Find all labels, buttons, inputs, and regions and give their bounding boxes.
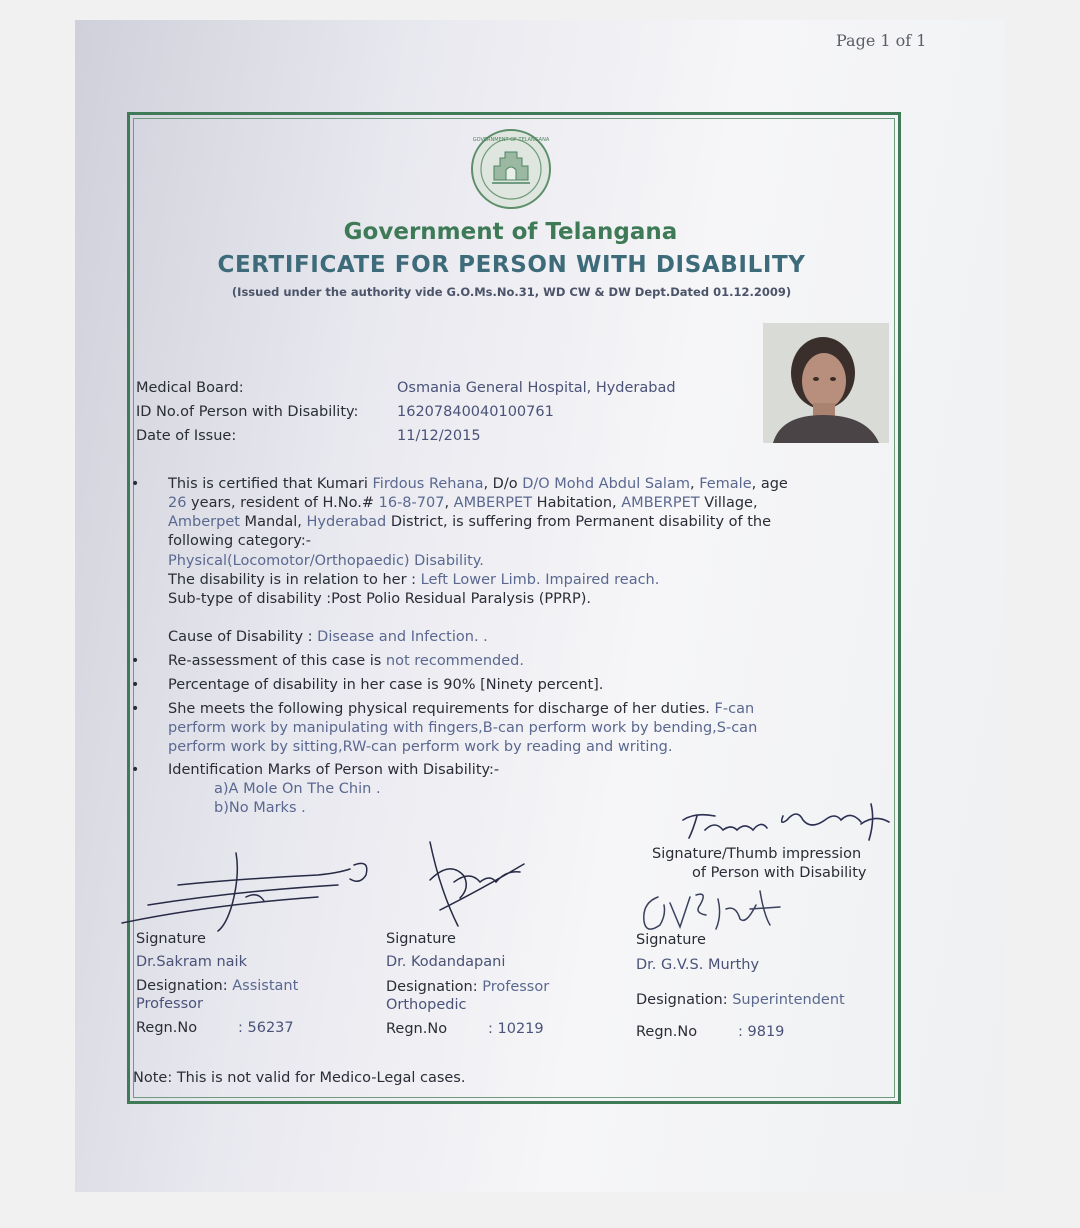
date-value: 11/12/2015 — [397, 428, 481, 444]
legal-note: Note: This is not valid for Medico-Legal cases. — [133, 1070, 466, 1086]
certificate-title: CERTIFICATE FOR PERSON WITH DISABILITY — [217, 252, 806, 278]
page-number: Page 1 of 1 — [836, 31, 927, 50]
certify-line-2: 26 years, resident of H.No.# 16-8-707, AMBERPET Habitation, AMBERPET Village, — [168, 495, 758, 511]
duties-line-2: perform work by manipulating with fingers,B-can perform work by bending,S-can — [168, 720, 758, 736]
certify-line-1: This is certified that Kumari Firdous Rehana, D/o D/O Mohd Abdul Salam, Female, age — [168, 476, 788, 492]
disability-subtype: Sub-type of disability :Post Polio Residual Paralysis (PPRP). — [168, 591, 591, 607]
reassessment-line: Re-assessment of this case is not recommended. — [168, 653, 524, 669]
person-signature-label-2: of Person with Disability — [692, 865, 867, 881]
signatory-1-designation-2: Professor — [136, 996, 203, 1012]
disability-cause: Cause of Disability : Disease and Infection. . — [168, 629, 488, 645]
mark-a: a)A Mole On The Chin . — [214, 781, 381, 797]
signatory-2-signature-label: Signature — [386, 931, 456, 947]
duties-line-3: perform work by sitting,RW-can perform work by reading and writing. — [168, 739, 673, 755]
mark-b: b)No Marks . — [214, 800, 306, 816]
signature-1-drawing — [118, 845, 388, 935]
signatory-2-name: Dr. Kodandapani — [386, 954, 506, 970]
signatory-2-regn: : 10219 — [488, 1021, 544, 1037]
signatory-3-designation: Designation: Superintendent — [636, 992, 845, 1008]
signatory-3-signature-label: Signature — [636, 932, 706, 948]
id-value: 16207840040100761 — [397, 404, 554, 420]
certify-line-4: following category:- — [168, 533, 311, 549]
signatory-1-regn-label: Regn.No — [136, 1020, 198, 1036]
applicant-photo — [763, 323, 889, 443]
identification-marks-label: Identification Marks of Person with Disability:- — [168, 762, 500, 778]
id-label: ID No.of Person with Disability: — [136, 404, 359, 420]
signatory-1-designation: Designation: Assistant — [136, 978, 299, 994]
board-label: Medical Board: — [136, 380, 244, 396]
person-signature-label-1: Signature/Thumb impression — [652, 846, 862, 862]
signatory-1-name: Dr.Sakram naik — [136, 954, 247, 970]
signatory-3-regn-label: Regn.No — [636, 1024, 698, 1040]
signatory-2-designation: Designation: Professor — [386, 979, 550, 995]
certify-line-3: Amberpet Mandal, Hyderabad District, is suffering from Permanent disability of the — [168, 514, 772, 530]
board-value: Osmania General Hospital, Hyderabad — [397, 380, 676, 396]
government-seal-icon — [470, 128, 552, 210]
signatory-2-designation-2: Orthopedic — [386, 997, 467, 1013]
government-heading: Government of Telangana — [343, 219, 678, 245]
authority-line: (Issued under the authority vide G.O.Ms.No.31, WD CW & DW Dept.Dated 01.12.2009) — [231, 285, 792, 299]
person-handwritten-signature — [675, 790, 900, 848]
disability-category: Physical(Locomotor/Orthopaedic) Disability. — [168, 553, 484, 569]
signatory-1-regn: : 56237 — [238, 1020, 294, 1036]
signatory-1-signature-label: Signature — [136, 931, 206, 947]
date-label: Date of Issue: — [136, 428, 237, 444]
signature-2-drawing — [420, 840, 540, 932]
signatory-3-name: Dr. G.V.S. Murthy — [636, 957, 760, 973]
duties-line-1: She meets the following physical requirements for discharge of her duties. F-can — [168, 701, 755, 717]
svg-text:GOVERNMENT OF TELANGANA: GOVERNMENT OF TELANGANA — [472, 137, 550, 143]
signatory-2-regn-label: Regn.No — [386, 1021, 448, 1037]
disability-relation: The disability is in relation to her : Left Lower Limb. Impaired reach. — [168, 572, 660, 588]
percentage-line: Percentage of disability in her case is 90% [Ninety percent]. — [168, 677, 604, 693]
signatory-3-regn: : 9819 — [738, 1024, 785, 1040]
